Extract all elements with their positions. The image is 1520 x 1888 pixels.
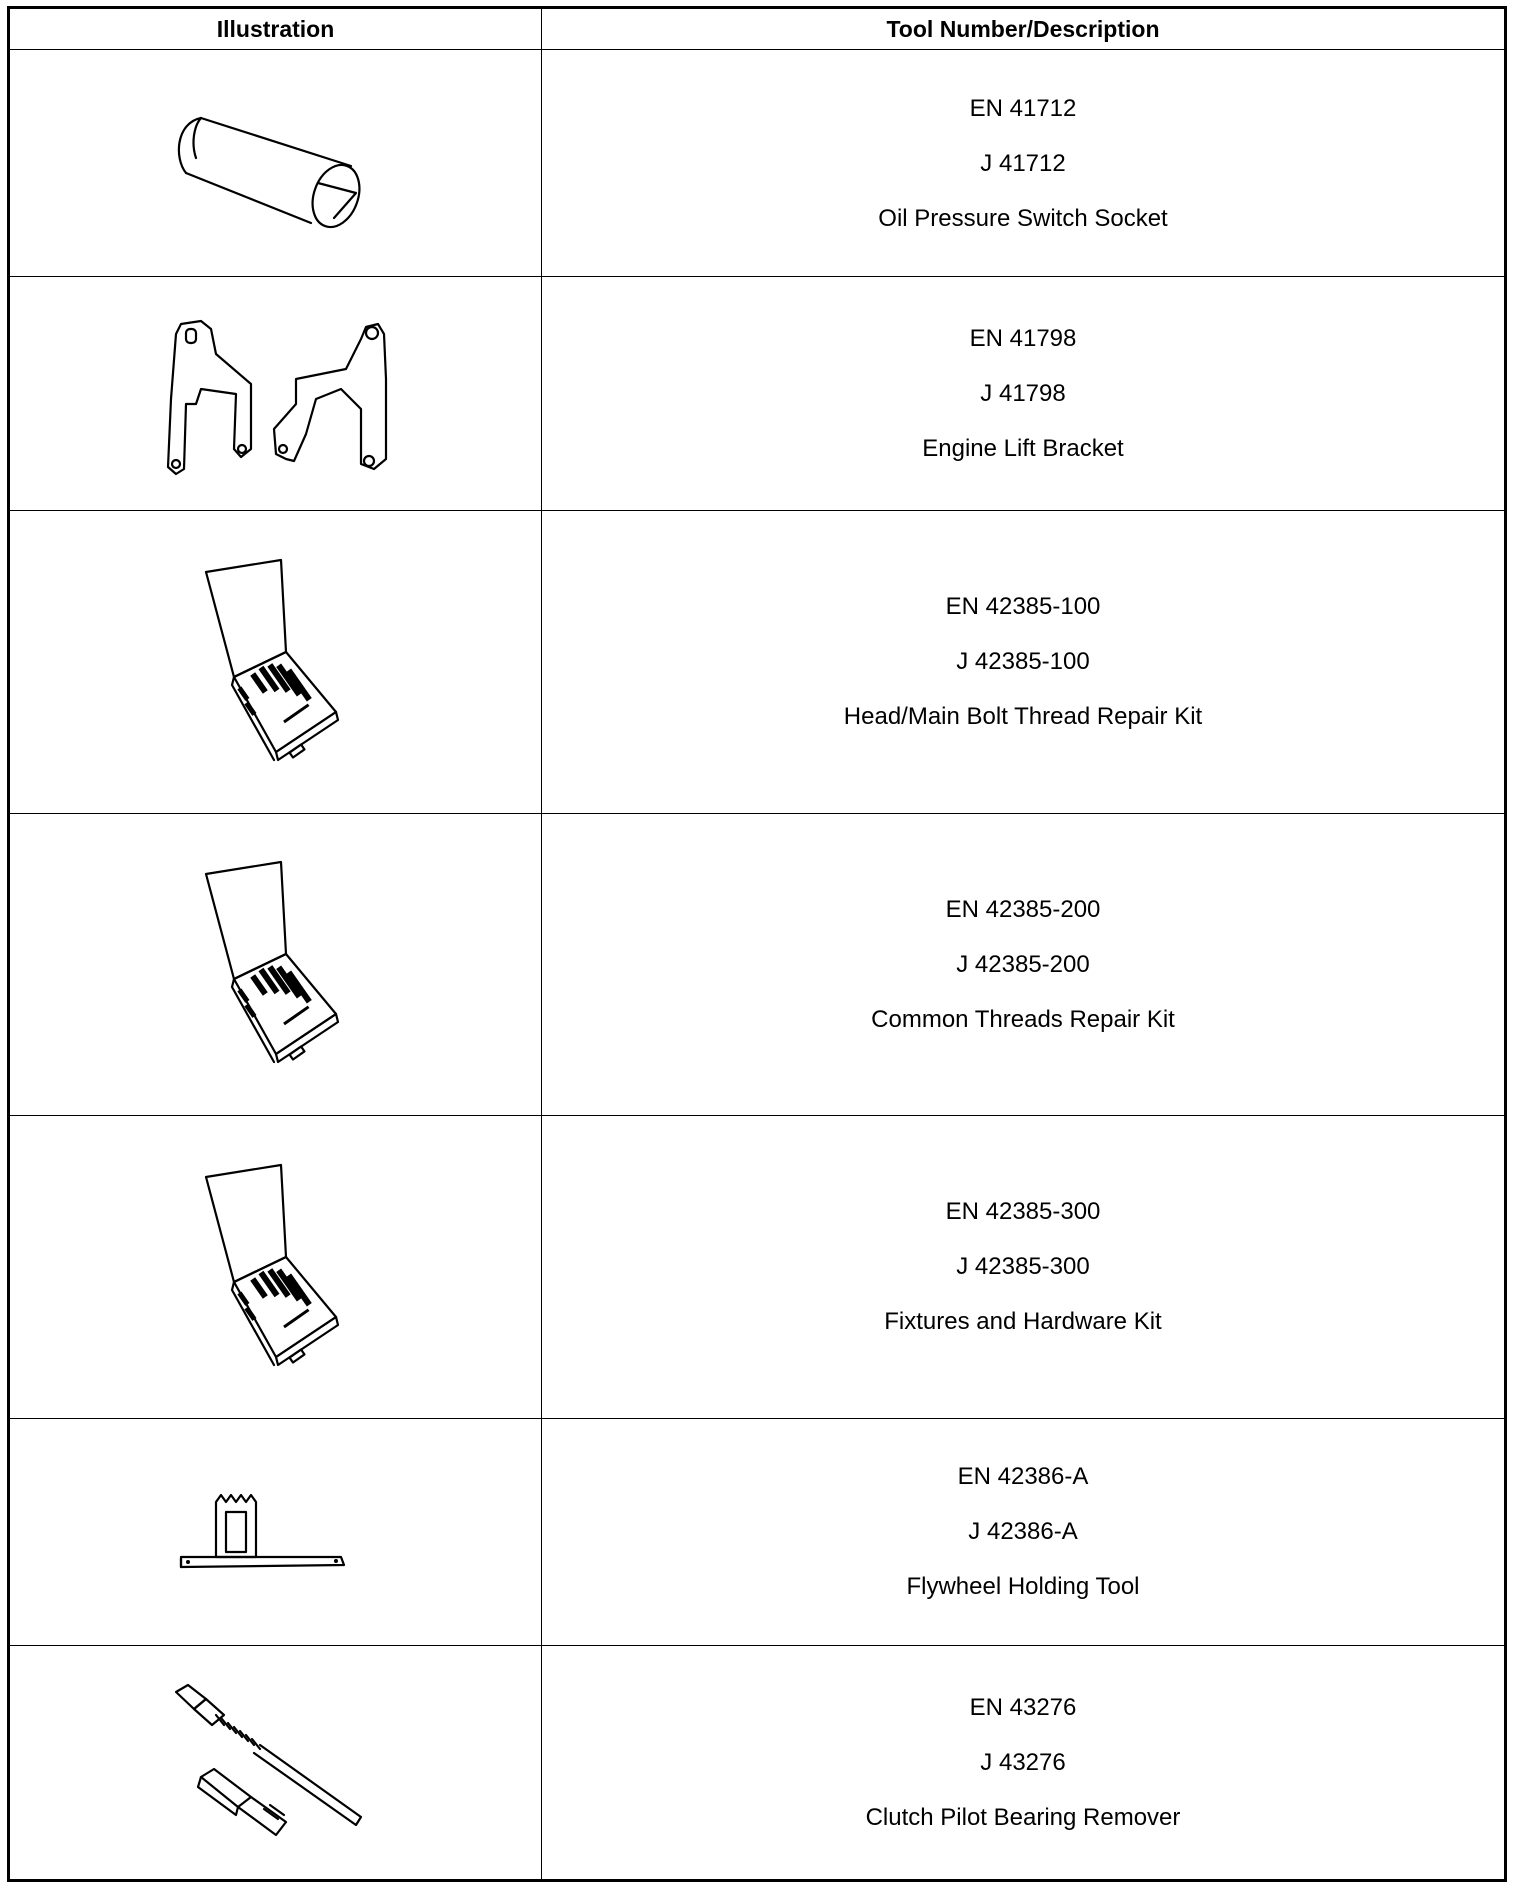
lift-bracket-icon <box>156 309 396 479</box>
tool-number-j: J 42385-100 <box>956 648 1090 676</box>
flywheel-holder-icon <box>176 1477 376 1587</box>
tool-number-en: EN 42386-A <box>957 1463 1089 1491</box>
illustration-cell <box>10 50 542 277</box>
tool-number-en: EN 41712 <box>969 94 1077 122</box>
tool-description: Head/Main Bolt Thread Repair Kit <box>843 703 1203 731</box>
tool-number-j: J 41798 <box>980 380 1066 408</box>
description-cell <box>542 1418 1505 1645</box>
illustration-cell <box>10 1645 542 1879</box>
pilot-bearing-remover-icon <box>166 1677 386 1847</box>
table-row <box>10 813 1505 1115</box>
illustration-cell <box>10 1418 542 1645</box>
description-cell <box>542 1116 1505 1418</box>
header-description: Tool Number/Description <box>542 9 1505 50</box>
tool-description: Fixtures and Hardware Kit <box>884 1308 1162 1336</box>
tool-number-en: EN 42385-200 <box>945 895 1101 923</box>
tool-number-en: EN 42385-300 <box>945 1198 1101 1226</box>
illustration-cell <box>10 813 542 1115</box>
table-row <box>10 50 1505 277</box>
description-cell <box>542 50 1505 277</box>
tool-number-j: J 41712 <box>980 149 1066 177</box>
tool-description: Flywheel Holding Tool <box>906 1573 1140 1601</box>
illustration-cell <box>10 1116 542 1418</box>
socket-icon <box>156 88 396 238</box>
tool-number-j: J 42386-A <box>968 1518 1078 1546</box>
special-tools-table-page <box>7 6 1507 1882</box>
tool-number-en: EN 41798 <box>969 325 1077 353</box>
description-cell <box>542 1645 1505 1879</box>
description-cell <box>542 813 1505 1115</box>
description-cell <box>542 511 1505 813</box>
illustration-cell <box>10 277 542 511</box>
table-row <box>10 1116 1505 1418</box>
tool-description: Engine Lift Bracket <box>922 435 1124 463</box>
tool-number-j: J 42385-300 <box>956 1253 1090 1281</box>
table-row <box>10 511 1505 813</box>
tool-number-en: EN 42385-100 <box>945 593 1101 621</box>
table-row <box>10 1645 1505 1879</box>
tool-description: Clutch Pilot Bearing Remover <box>865 1803 1181 1831</box>
table-header-row <box>10 9 1505 50</box>
description-cell <box>542 277 1505 511</box>
kit-case-icon <box>186 1157 366 1377</box>
tool-description: Common Threads Repair Kit <box>871 1005 1175 1033</box>
table-row <box>10 277 1505 511</box>
tool-description: Oil Pressure Switch Socket <box>878 204 1168 232</box>
tool-number-j: J 43276 <box>980 1748 1066 1776</box>
kit-case-icon <box>186 552 366 772</box>
special-tools-table <box>9 8 1505 1880</box>
kit-case-icon <box>186 854 366 1074</box>
tool-number-en: EN 43276 <box>969 1693 1077 1721</box>
header-illustration: Illustration <box>10 9 542 50</box>
tool-number-j: J 42385-200 <box>956 950 1090 978</box>
table-row <box>10 1418 1505 1645</box>
illustration-cell <box>10 511 542 813</box>
